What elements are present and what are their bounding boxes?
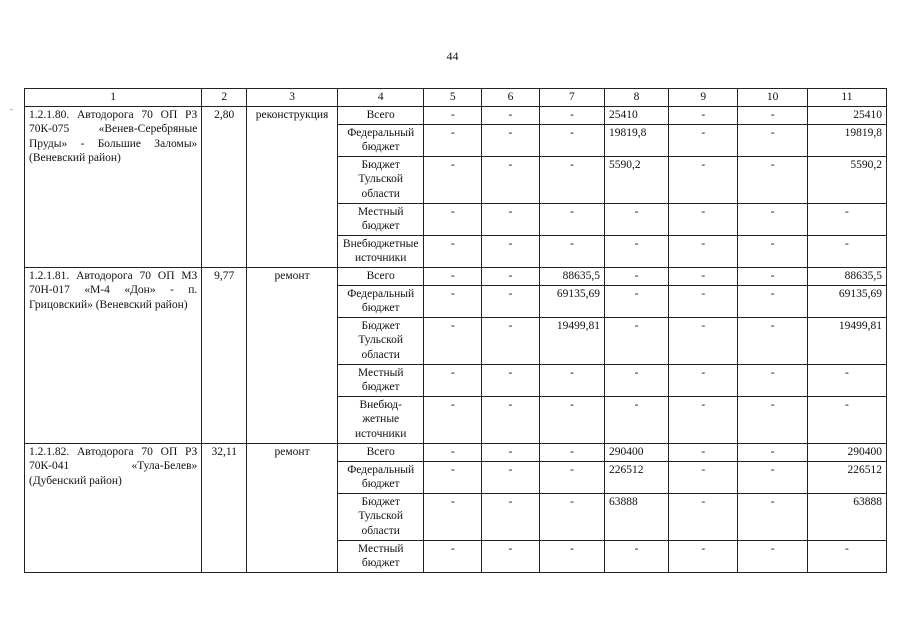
value-cell: -	[539, 106, 604, 124]
column-number-row	[25, 89, 887, 107]
value-cell: -	[738, 285, 807, 317]
funding-source-cell: Всего	[337, 267, 424, 285]
total-cell: 25410	[807, 106, 886, 124]
value-cell: -	[604, 285, 668, 317]
value-cell: -	[424, 203, 482, 235]
value-cell: 88635,5	[539, 267, 604, 285]
value-cell: -	[539, 540, 604, 572]
value-cell: -	[424, 156, 482, 203]
funding-source-cell: Местный бюджет	[337, 364, 424, 396]
value-cell: -	[539, 396, 604, 443]
value-cell: -	[482, 106, 540, 124]
value-cell: -	[424, 106, 482, 124]
value-cell: -	[604, 203, 668, 235]
work-type-cell: ремонт	[247, 443, 338, 572]
value-cell: -	[669, 540, 738, 572]
total-cell: 226512	[807, 461, 886, 493]
funding-source-cell: Бюджет Тульской области	[337, 493, 424, 540]
value-cell: -	[482, 317, 540, 364]
funding-source-cell: Внебюд-жетные источники	[337, 396, 424, 443]
value-cell: -	[539, 443, 604, 461]
column-header: 5	[424, 89, 482, 107]
value-cell: -	[539, 235, 604, 267]
value-cell: -	[482, 156, 540, 203]
value-cell: -	[482, 203, 540, 235]
value-cell: -	[424, 267, 482, 285]
value-cell: -	[738, 493, 807, 540]
value-cell: -	[424, 364, 482, 396]
value-cell: -	[424, 461, 482, 493]
table-row	[25, 443, 887, 461]
total-cell: 88635,5	[807, 267, 886, 285]
value-cell: -	[604, 540, 668, 572]
total-cell: 19499,81	[807, 317, 886, 364]
total-cell: -	[807, 364, 886, 396]
budget-table	[24, 88, 887, 573]
value-cell: -	[482, 443, 540, 461]
value-cell: -	[482, 267, 540, 285]
value-cell: -	[424, 124, 482, 156]
value-cell: -	[738, 267, 807, 285]
value-cell: -	[738, 396, 807, 443]
column-header: 6	[482, 89, 540, 107]
value-cell: -	[738, 540, 807, 572]
value-cell: -	[482, 396, 540, 443]
value-cell: 226512	[604, 461, 668, 493]
value-cell: 19819,8	[604, 124, 668, 156]
column-header: 3	[247, 89, 338, 107]
value-cell: -	[669, 203, 738, 235]
value-cell: -	[604, 235, 668, 267]
work-type-cell: реконструкция	[247, 106, 338, 267]
table-row	[25, 267, 887, 285]
column-header: 9	[669, 89, 738, 107]
value-cell: -	[539, 461, 604, 493]
value-cell: -	[669, 443, 738, 461]
column-header: 11	[807, 89, 886, 107]
total-cell: 5590,2	[807, 156, 886, 203]
value-cell: -	[604, 267, 668, 285]
value-cell: -	[669, 461, 738, 493]
value-cell: -	[738, 461, 807, 493]
length-cell: 2,80	[202, 106, 247, 267]
total-cell: 19819,8	[807, 124, 886, 156]
value-cell: 290400	[604, 443, 668, 461]
road-name-cell: 1.2.1.82. Автодорога 70 ОП РЗ 70К-041 «Тула-Белев» (Дубенский район)	[25, 443, 202, 572]
funding-source-cell: Бюджет Тульской области	[337, 156, 424, 203]
funding-source-cell: Внебюджетные источники	[337, 235, 424, 267]
total-cell: 63888	[807, 493, 886, 540]
length-cell: 9,77	[202, 267, 247, 443]
value-cell: 5590,2	[604, 156, 668, 203]
table-row	[25, 106, 887, 124]
value-cell: 19499,81	[539, 317, 604, 364]
funding-source-cell: Всего	[337, 106, 424, 124]
value-cell: -	[424, 493, 482, 540]
value-cell: -	[738, 124, 807, 156]
value-cell: -	[424, 235, 482, 267]
value-cell: -	[424, 317, 482, 364]
value-cell: -	[669, 285, 738, 317]
value-cell: -	[669, 317, 738, 364]
value-cell: -	[482, 461, 540, 493]
value-cell: -	[738, 364, 807, 396]
column-header: 7	[539, 89, 604, 107]
value-cell: -	[604, 364, 668, 396]
value-cell: -	[424, 396, 482, 443]
value-cell: 63888	[604, 493, 668, 540]
value-cell: -	[539, 124, 604, 156]
value-cell: -	[424, 540, 482, 572]
length-cell: 32,11	[202, 443, 247, 572]
value-cell: -	[669, 396, 738, 443]
column-header: 8	[604, 89, 668, 107]
total-cell: 69135,69	[807, 285, 886, 317]
value-cell: -	[738, 317, 807, 364]
funding-source-cell: Федеральный бюджет	[337, 461, 424, 493]
value-cell: -	[669, 364, 738, 396]
total-cell: -	[807, 235, 886, 267]
column-header: 2	[202, 89, 247, 107]
column-header: 1	[25, 89, 202, 107]
total-cell: -	[807, 203, 886, 235]
table-body	[25, 89, 887, 573]
value-cell: -	[669, 156, 738, 203]
column-header: 10	[738, 89, 807, 107]
value-cell: -	[539, 364, 604, 396]
value-cell: -	[738, 156, 807, 203]
value-cell: -	[482, 364, 540, 396]
value-cell: -	[482, 493, 540, 540]
value-cell: -	[539, 493, 604, 540]
value-cell: -	[669, 235, 738, 267]
value-cell: -	[539, 156, 604, 203]
value-cell: -	[482, 124, 540, 156]
total-cell: 290400	[807, 443, 886, 461]
value-cell: -	[738, 106, 807, 124]
value-cell: -	[604, 396, 668, 443]
work-type-cell: ремонт	[247, 267, 338, 443]
funding-source-cell: Бюджет Тульской области	[337, 317, 424, 364]
value-cell: -	[482, 235, 540, 267]
funding-source-cell: Местный бюджет	[337, 203, 424, 235]
value-cell: -	[669, 124, 738, 156]
value-cell: -	[738, 235, 807, 267]
funding-source-cell: Местный бюджет	[337, 540, 424, 572]
page-number: 44	[446, 49, 459, 63]
value-cell: 69135,69	[539, 285, 604, 317]
total-cell: -	[807, 396, 886, 443]
value-cell: -	[738, 203, 807, 235]
value-cell: -	[604, 317, 668, 364]
value-cell: 25410	[604, 106, 668, 124]
road-name-cell: 1.2.1.80. Автодорога 70 ОП РЗ 70К-075 «Венев-Серебряные Пруды» - Большие Заломы» (Веневский район)	[25, 106, 202, 267]
value-cell: -	[482, 540, 540, 572]
value-cell: -	[424, 443, 482, 461]
column-header: 4	[337, 89, 424, 107]
value-cell: -	[424, 285, 482, 317]
total-cell: -	[807, 540, 886, 572]
value-cell: -	[539, 203, 604, 235]
value-cell: -	[669, 267, 738, 285]
value-cell: -	[738, 443, 807, 461]
value-cell: -	[669, 493, 738, 540]
funding-source-cell: Федеральный бюджет	[337, 124, 424, 156]
value-cell: -	[669, 106, 738, 124]
margin-mark: -	[10, 105, 13, 114]
value-cell: -	[482, 285, 540, 317]
funding-source-cell: Всего	[337, 443, 424, 461]
funding-source-cell: Федеральный бюджет	[337, 285, 424, 317]
road-name-cell: 1.2.1.81. Автодорога 70 ОП МЗ 70Н-017 «М-4 «Дон» - п. Грицовский» (Веневский район)	[25, 267, 202, 443]
